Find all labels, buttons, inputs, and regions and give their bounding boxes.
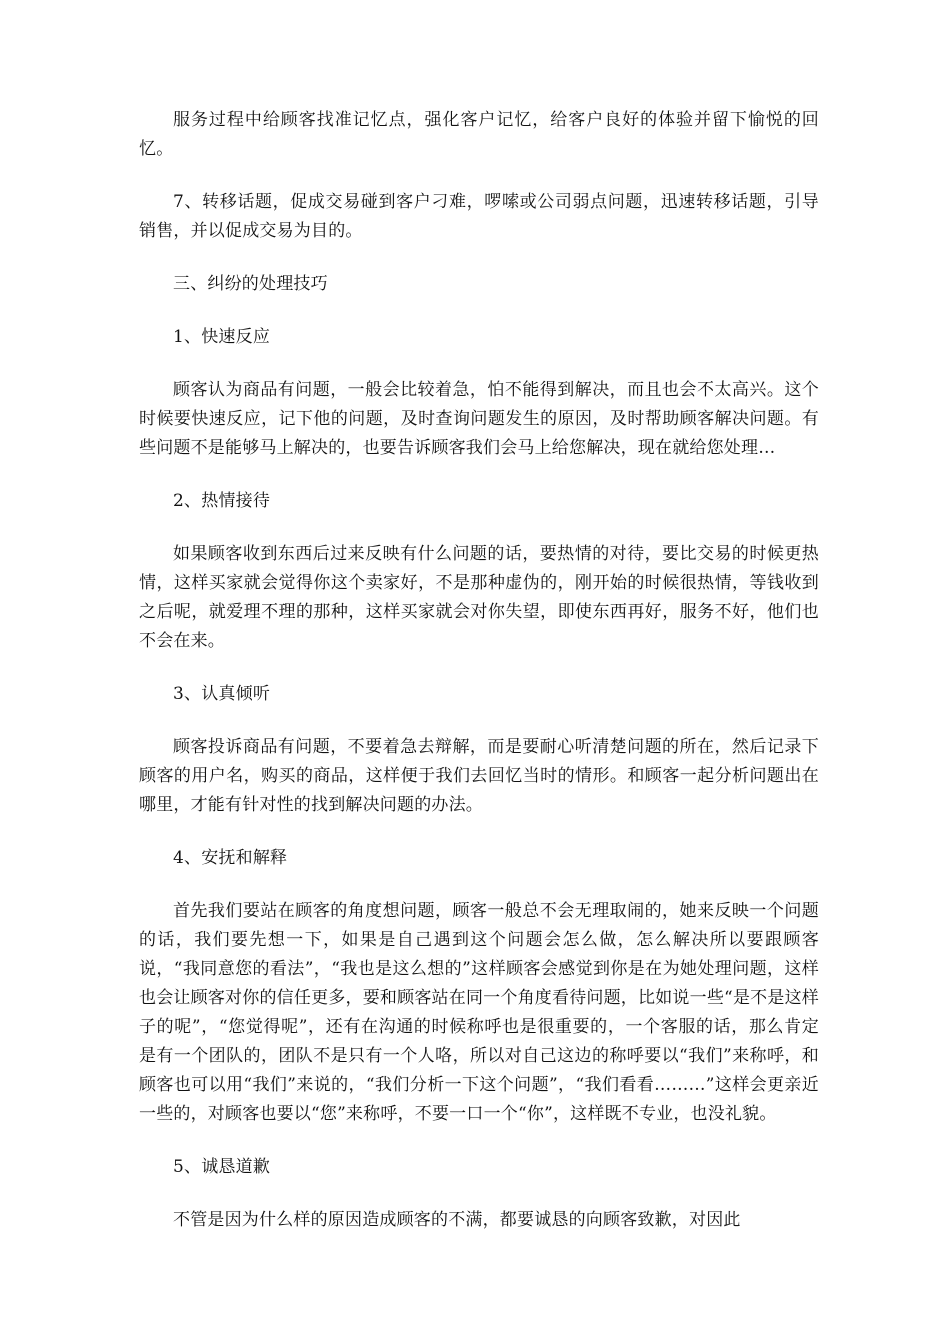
paragraph-sincere-apology: 不管是因为什么样的原因造成顾客的不满，都要诚恳的向顾客致歉，对因此 xyxy=(173,1210,741,1230)
subheading-comfort-explain: 4、安抚和解释 xyxy=(173,848,288,868)
section-heading-dispute-handling: 三、纠纷的处理技巧 xyxy=(173,274,328,294)
subheading-sincere-apology: 5、诚恳道歉 xyxy=(173,1157,271,1177)
paragraph-topic-shift: 7、转移话题，促成交易碰到客户刁难，啰嗦或公司弱点问题，迅速转移话题，引导销售，并以促成交易为目的。 xyxy=(139,192,819,241)
paragraph-listen-carefully: 顾客投诉商品有问题，不要着急去辩解，而是要耐心听清楚问题的所在，然后记录下顾客的用户名，购买的商品，这样便于我们去回忆当时的情形。和顾客一起分析问题出在哪里，才能有针对性的找到解决问题的办法。 xyxy=(139,737,819,815)
subheading-listen-carefully: 3、认真倾听 xyxy=(173,684,271,704)
paragraph-memory-point: 服务过程中给顾客找准记忆点，强化客户记忆，给客户良好的体验并留下愉悦的回忆。 xyxy=(139,110,819,159)
paragraph-comfort-explain: 首先我们要站在顾客的角度想问题，顾客一般总不会无理取闹的，她来反映一个问题的话，我们要先想一下，如果是自己遇到这个问题会怎么做，怎么解决所以要跟顾客说，“我同意您的看法”，“我也是这么想的”这样顾客会感觉到你是在为她处理问题，这样也会让顾客对你的信任更多，要和顾客站在同一个角度看待问题，比如说一些“是不是这样子的呢”，“您觉得呢”，还有在沟通的时候称呼也是很重要的，一个客服的话，那么肯定是有一个团队的，团队不是只有一个人咯，所以对自己这边的称呼要以“我们”来称呼，和顾客也可以用“我们”来说的，“我们分析一下这个问题”，“我们看看………”这样会更亲近一些的，对顾客也要以“您”来称呼，不要一口一个“你”，这样既不专业，也没礼貌。 xyxy=(139,901,819,1124)
paragraph-warm-reception: 如果顾客收到东西后过来反映有什么问题的话，要热情的对待，要比交易的时候更热情，这样买家就会觉得你这个卖家好，不是那种虚伪的，刚开始的时候很热情，等钱收到之后呢，就爱理不理的那种，这样买家就会对你失望，即使东西再好，服务不好，他们也不会在来。 xyxy=(139,544,819,651)
document-page xyxy=(139,106,819,1259)
paragraph-quick-response: 顾客认为商品有问题，一般会比较着急，怕不能得到解决，而且也会不太高兴。这个时候要快速反应，记下他的问题，及时查询问题发生的原因，及时帮助顾客解决问题。有些问题不是能够马上解决的，也要告诉顾客我们会马上给您解决，现在就给您处理… xyxy=(139,380,819,458)
subheading-warm-reception: 2、热情接待 xyxy=(173,491,271,511)
subheading-quick-response: 1、快速反应 xyxy=(173,327,271,347)
